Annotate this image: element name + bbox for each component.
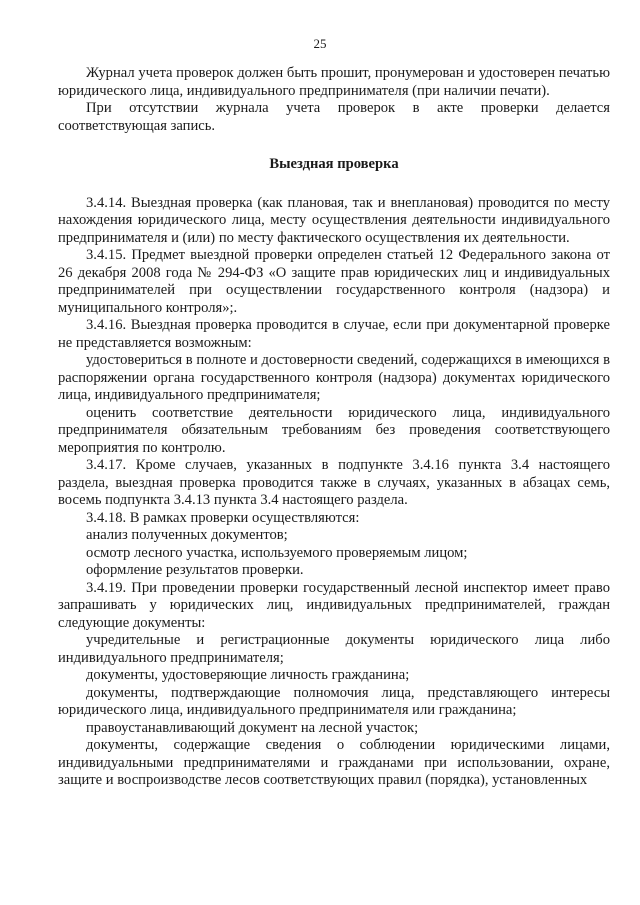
paragraph-3-4-15: 3.4.15. Предмет выездной проверки определен статьей 12 Федерального закона от 26 декабря 2008 года № 294-ФЗ «О защите прав юридических лиц и индивидуальных предпринимателей при осуществлении государственного контроля (надзора) и муниципального контроля»;. — [58, 247, 610, 316]
paragraph-3-4-14: 3.4.14. Выездная проверка (как плановая, так и внеплановая) проводится по месту нахождения юридического лица, месту осуществления деятельности индивидуального предпринимателя и (или) по месту фактического осуществления их деятельности. — [58, 194, 610, 246]
paragraph-3-4-19: 3.4.19. При проведении проверки государственный лесной инспектор имеет право запрашивать у юридических лиц, индивидуальных предпринимателей, граждан следующие документы: — [58, 579, 610, 631]
list-item-founding-documents: учредительные и регистрационные документы юридического лица либо индивидуального предпринимателя; — [58, 632, 610, 666]
page-number: 25 — [313, 36, 327, 51]
list-item-assess-compliance: оценить соответствие деятельности юридического лица, индивидуального предпринимателя обязательным требованиям без проведения соответствующего мероприятия по контролю. — [58, 404, 610, 456]
list-item-site-inspection: осмотр лесного участка, используемого проверяемым лицом; — [86, 544, 468, 561]
paragraph-3-4-16: 3.4.16. Выездная проверка проводится в случае, если при документарной проверке не представляется возможным: — [58, 317, 610, 351]
document-body — [58, 65, 610, 790]
list-item-verify-completeness: удостовериться в полноте и достоверности сведений, содержащихся в имеющихся в распоряжении органа государственного контроля (надзора) документах юридического лица, индивидуального предпринимателя; — [58, 352, 610, 403]
section-heading: Выездная проверка — [269, 156, 399, 172]
list-item-authority-documents: документы, подтверждающие полномочия лица, представляющего интересы юридического лица, индивидуального предпринимателя или гражданина; — [58, 684, 610, 718]
list-item-results-registration: оформление результатов проверки. — [86, 562, 304, 578]
list-item-document-analysis: анализ полученных документов; — [86, 527, 288, 543]
paragraph-3-4-17: 3.4.17. Кроме случаев, указанных в подпункте 3.4.16 пункта 3.4 настоящего раздела, выездная проверка проводится также в случаях, указанных в абзацах семь, восемь подпункта 3.4.13 пункта 3.4 настоящего раздела. — [58, 457, 610, 508]
list-item-compliance-documents: документы, содержащие сведения о соблюдении юридическими лицами, индивидуальными предпринимателями и гражданами при использовании, охране, защите и воспроизводстве лесов соответствующих правил (порядка), установленных — [58, 737, 610, 788]
paragraph-3-4-18: 3.4.18. В рамках проверки осуществляются: — [86, 509, 360, 526]
paragraph-journal-absence: При отсутствии журнала учета проверок в акте проверки делается соответствующая запись. — [58, 100, 610, 134]
paragraph-journal-binding: Журнал учета проверок должен быть прошит, пронумерован и удостоверен печатью юридического лица, индивидуального предпринимателя (при наличии печати). — [58, 65, 610, 99]
list-item-land-title-document: правоустанавливающий документ на лесной участок; — [86, 719, 419, 736]
list-item-identity-documents: документы, удостоверяющие личность гражданина; — [86, 667, 410, 683]
